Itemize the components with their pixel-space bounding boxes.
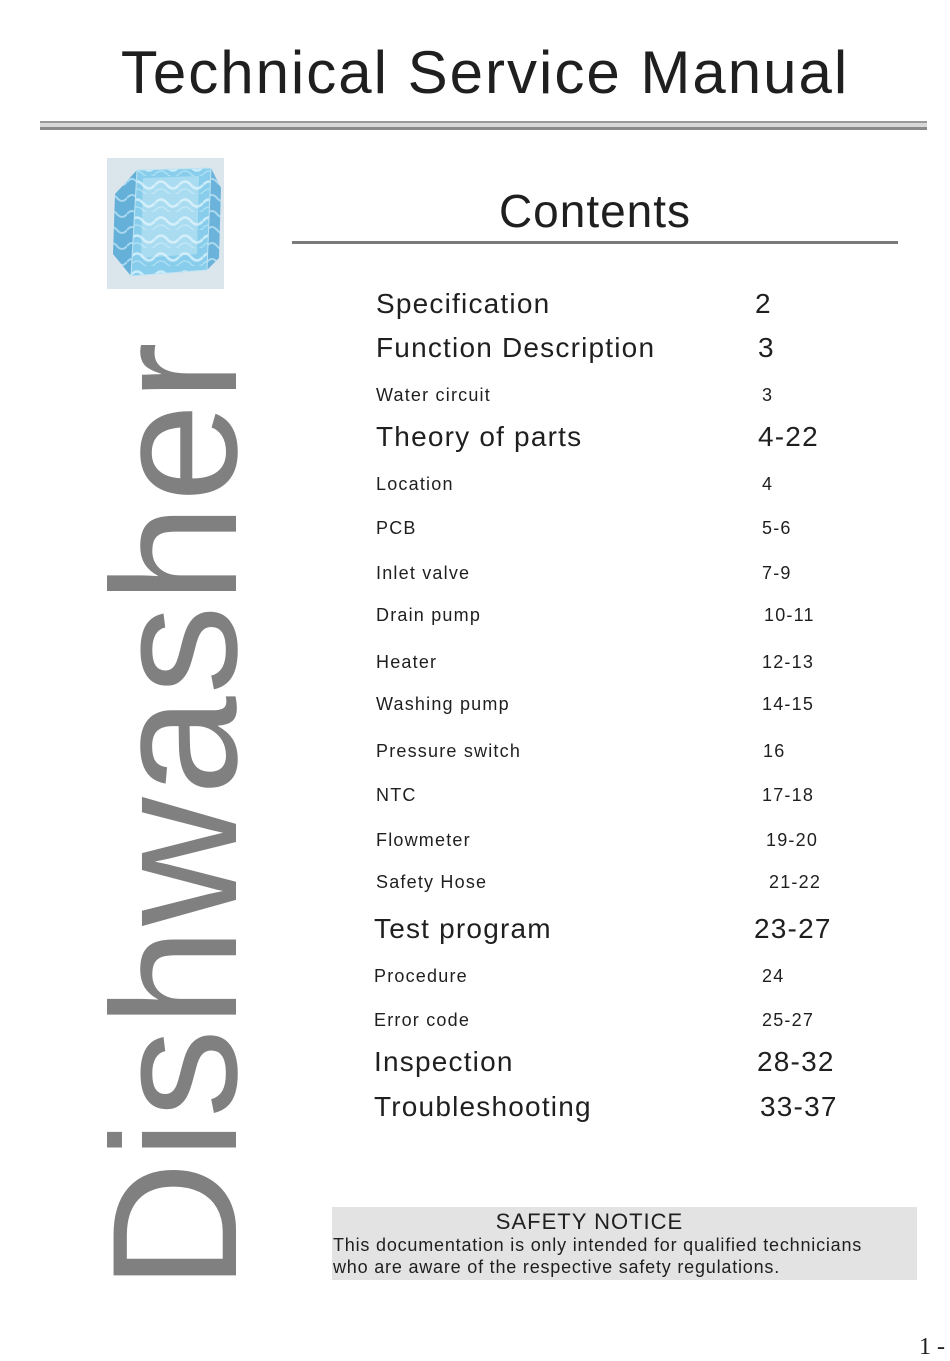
toc-entry-page: 4-22 (758, 421, 819, 452)
title-divider (40, 121, 927, 130)
toc-entry-page: 28-32 (757, 1046, 835, 1077)
toc-entry-page: 5-6 (762, 518, 792, 538)
toc-entry-page: 4 (762, 474, 774, 494)
toc-entry-label: Procedure (374, 966, 468, 986)
toc-entry-label: Inlet valve (376, 563, 471, 583)
toc-entry-label: Pressure switch (376, 741, 522, 761)
page-number: 1 - (919, 1334, 945, 1360)
toc-entry-label: Safety Hose (376, 872, 488, 892)
contents-heading: Contents (498, 185, 692, 237)
toc-entry-page: 10-11 (764, 605, 815, 625)
toc-entry-page: 14-15 (762, 694, 815, 714)
contents-divider (292, 241, 898, 244)
safety-notice-title: SAFETY NOTICE (495, 1209, 684, 1234)
toc-entry-label: Theory of parts (376, 421, 583, 452)
toc-entry-label: Inspection (374, 1046, 514, 1077)
toc-entry-label: NTC (376, 785, 417, 805)
toc-entry-page: 17-18 (762, 785, 815, 805)
safety-notice (332, 1207, 917, 1280)
safety-notice-line-1: This documentation is only intended for qualified technicians (333, 1235, 863, 1255)
toc-entry-label: Function Description (376, 332, 656, 363)
toc-entry-page: 3 (762, 385, 774, 405)
toc-entry-label: Flowmeter (376, 830, 471, 850)
product-name-vertical: Dishwasher (75, 340, 274, 1290)
toc-entry-page: 21-22 (769, 872, 822, 892)
water-cube-icon (107, 158, 224, 289)
document-title: Technical Service Manual (120, 39, 850, 106)
toc-entry-label: Washing pump (376, 694, 510, 714)
toc-entry-label: Drain pump (376, 605, 482, 625)
toc-entry-page: 25-27 (762, 1010, 815, 1030)
toc-entry-label: Heater (376, 652, 438, 672)
toc-entry-page: 33-37 (760, 1091, 838, 1122)
toc-entry-label: Specification (376, 288, 551, 319)
toc-entry-label: Water circuit (376, 385, 491, 405)
toc-entry-page: 7-9 (762, 563, 792, 583)
toc-entry-page: 12-13 (762, 652, 815, 672)
toc-entry-page: 2 (755, 288, 772, 319)
toc-entry-label: Error code (374, 1010, 471, 1030)
toc-entry-page: 24 (762, 966, 785, 986)
toc-entry-page: 23-27 (754, 913, 832, 944)
toc-entry-label: PCB (376, 518, 417, 538)
toc-entry-page: 3 (758, 332, 775, 363)
toc-entry-page: 16 (763, 741, 786, 761)
toc-entry-label: Location (376, 474, 454, 494)
toc-entry-page: 19-20 (766, 830, 819, 850)
safety-notice-line-2: who are aware of the respective safety regulations. (333, 1257, 781, 1277)
toc-entry-label: Troubleshooting (374, 1091, 592, 1122)
toc-entry-label: Test program (374, 913, 552, 944)
